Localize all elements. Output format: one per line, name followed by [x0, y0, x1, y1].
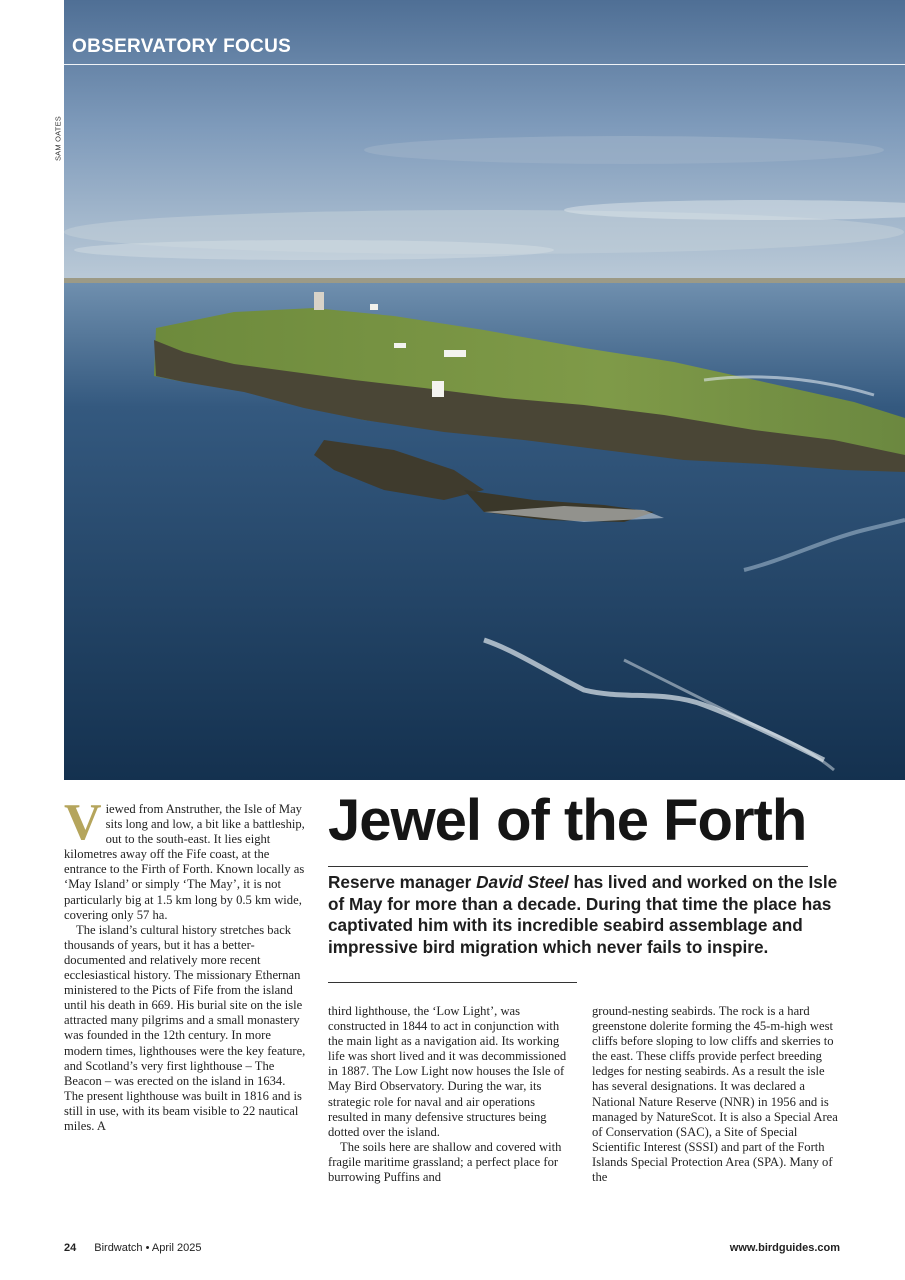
author-name: David Steel	[476, 872, 569, 892]
body-column-3	[592, 1004, 840, 1185]
paragraph-text: iewed from Anstruther, the Isle of May sits long and low, a bit like a battleship, out to the south-east. It lies eight kilometres away off the Fife coast, at the entrance to the Firth of Forth. Known locally as ‘May Island’ or simply ‘The May’, it is not particularly big at 1.5 km long by 0.5 km wide, covering only 57 ha.	[64, 802, 305, 922]
issue-info: Birdwatch • April 2025	[94, 1242, 202, 1254]
standfirst	[328, 872, 838, 958]
body-column-2	[328, 1004, 576, 1185]
photo-credit-text: SAM OATES	[53, 116, 63, 162]
footer-left	[64, 1242, 201, 1254]
body-paragraph	[64, 794, 307, 923]
article-title: Jewel of the Forth	[328, 788, 807, 853]
page-number: 24	[64, 1242, 77, 1254]
body-column-1	[64, 794, 307, 1134]
body-paragraph: The soils here are shallow and covered with fragile maritime grassland; a perfect place for burrowing Puffins and	[328, 1139, 562, 1185]
body-paragraph: third lighthouse, the ‘Low Light’, was constructed in 1844 to act in conjunction with the main light as a navigation aid. Its working life was short lived and it was decommissioned in 1887. The Low Light now houses the Isle of May Bird Observatory. During the war, its strategic role for naval and air operations resulted in many defensive structures being dotted over the island.	[328, 1004, 567, 1139]
body-paragraph: The island’s cultural history stretches back thousands of years, but it has a better-documented and relatively more recent ecclesiastical history. The missionary Ethernan ministered to the Picts of Fife from the island until his death in 669. His burial site on the isle attracted many pilgrims and a small monastery was founded in the 12th century. In more modern times, lighthouses were the key feature, and Scotland’s very first lighthouse – The Beacon – was erected on the island in 1634. The present lighthouse was built in 1816 and is still in use, with its beam visible to 22 nautical miles. A	[64, 922, 306, 1133]
title-rule	[328, 866, 808, 867]
drop-cap: V	[64, 794, 102, 851]
standfirst-lead: Reserve manager	[328, 872, 477, 892]
section-rule	[64, 64, 905, 65]
standfirst-rule	[328, 982, 577, 983]
section-label: OBSERVATORY FOCUS	[72, 36, 292, 57]
website-link[interactable]: www.birdguides.com	[729, 1242, 840, 1254]
photo-credit	[52, 110, 64, 170]
body-paragraph: ground-nesting seabirds. The rock is a hard greenstone dolerite forming the 45-m-high west cliffs before sloping to low cliffs and skerries to the east. These cliffs provide perfect breeding ledges for nesting seabirds. As a result the isle has several designations. It was declared a National Nature Reserve (NNR) in 1956 and is managed by NatureScot. It is also a Special Area of Conservation (SAC), a Site of Special Scientific Interest (SSSI) and part of the Forth Islands Special Protection Area (SPA). Many of the	[592, 1004, 838, 1185]
hero-photo	[64, 0, 905, 780]
standfirst-rest: has lived and worked on the Isle of May for more than a decade. During that time the place has captivated him with its incredible seabird assemblage and impressive bird migration which never fails to inspire.	[328, 872, 838, 957]
aerial-island-icon	[64, 0, 905, 780]
